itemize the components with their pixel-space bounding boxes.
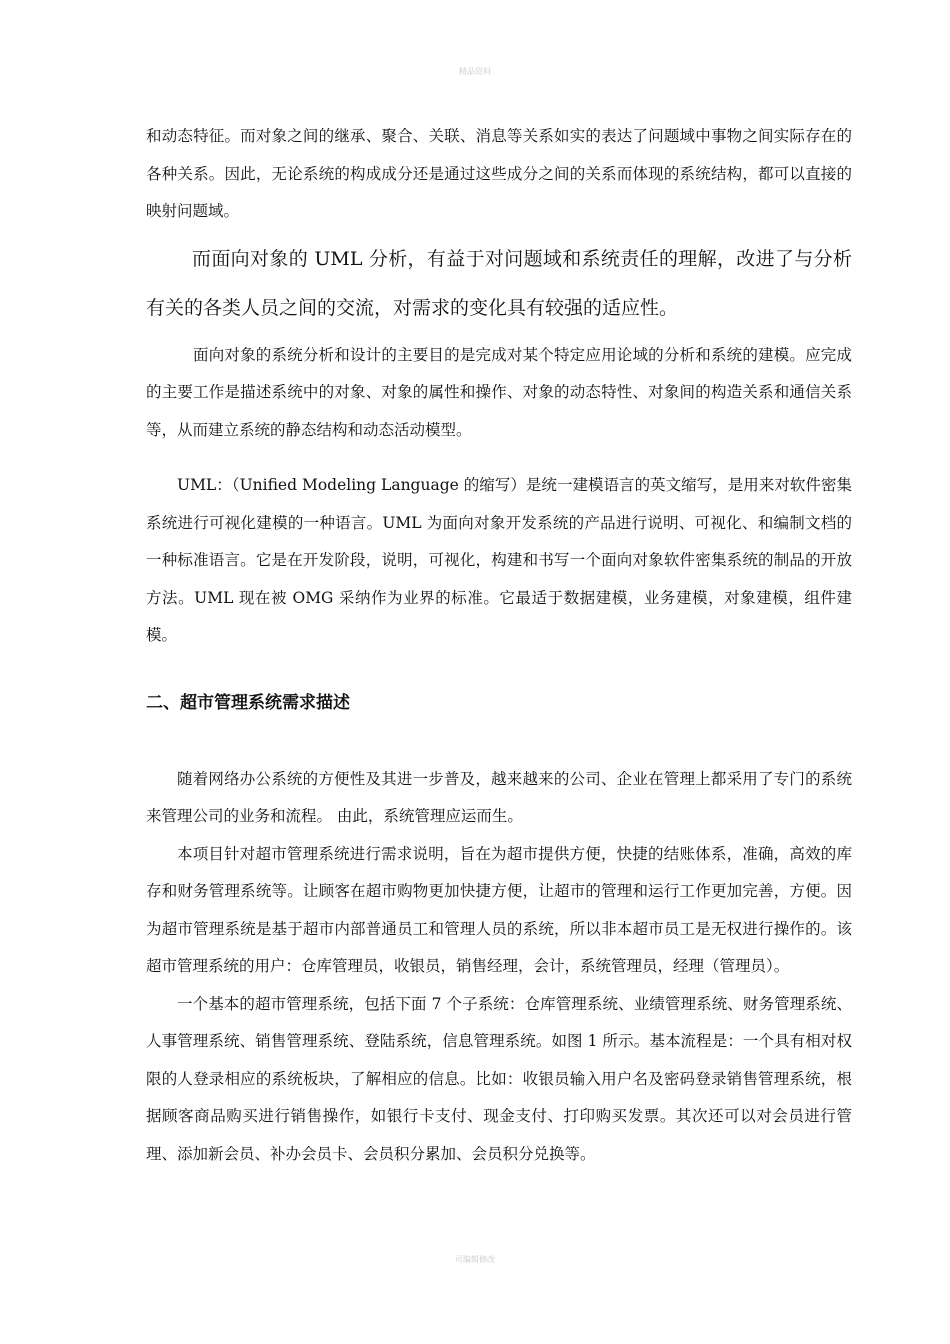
paragraph-object-features: 和动态特征。而对象之间的继承、聚合、关联、消息等关系如实的表达了问题域中事物之间实际存在的各种关系。因此，无论系统的构成成分还是通过这些成分之间的关系而体现的系统结构，都可以直接的映射问题域。 [146,127,852,220]
document-body [146,118,852,1173]
paragraph-subsystems: 一个基本的超市管理系统，包括下面 7 个子系统：仓库管理系统、业绩管理系统、财务管理系统、人事管理系统、销售管理系统、登陆系统，信息管理系统。如图 1 所示。基本流程是：一个具有相对权限的人登录相应的系统板块，了解相应的信息。比如：收银员输入用户名及密码登录销售管理系统，根据顾客商品购买进行销售操作，如银行卡支付、现金支付、打印购买发票。其次还可以对会员进行管理、添加新会员、补办会员卡、会员积分累加、会员积分兑换等。 [146,994,852,1163]
paragraph-analysis-goal: 面向对象的系统分析和设计的主要目的是完成对某个特定应用论域的分析和系统的建模。应完成的主要工作是描述系统中的对象、对象的属性和操作、对象的动态特性、对象间的构造关系和通信关系等，从而建立系统的静态结构和动态活动模型。 [146,345,852,439]
paragraph-project-scope: 本项目针对超市管理系统进行需求说明，旨在为超市提供方便，快捷的结账体系，准确，高效的库存和财务管理系统等。让顾客在超市购物更加快捷方便，让超市的管理和运行工作更加完善，方便。因为超市管理系统是基于超市内部普通员工和管理人员的系统，所以非本超市员工是无权进行操作的。该超市管理系统的用户：仓库管理员，收银员，销售经理，会计，系统管理员，经理（管理员）。 [146,844,852,975]
section-heading: 二、超市管理系统需求描述 [146,692,350,713]
paragraph-uml-definition: UML：（Unified Modeling Language 的缩写）是统一建模语言的英文缩写，是用来对软件密集系统进行可视化建模的一种语言。UML 为面向对象开发系统的产品进行说明、可视化、和编制文档的一种标准语言。它是在开发阶段，说明，可视化，构建和书写一个面向对象软件密集系统的制品的开放方法。UML 现在被 OMG 采纳作为业界的标准。它最适于数据建模，业务建模，对象建模，组件建模。 [146,476,852,644]
footer-watermark: 可编辑修改 [455,1255,495,1264]
paragraph-uml-analysis: 而面向对象的 UML 分析，有益于对问题域和系统责任的理解，改进了与分析有关的各类人员之间的交流，对需求的变化具有较强的适应性。 [146,247,852,319]
header-watermark: 精品资料 [459,67,491,76]
paragraph-background: 随着网络办公系统的方便性及其进一步普及，越来越来的公司、企业在管理上都采用了专门的系统来管理公司的业务和流程。 由此，系统管理应运而生。 [146,769,852,825]
